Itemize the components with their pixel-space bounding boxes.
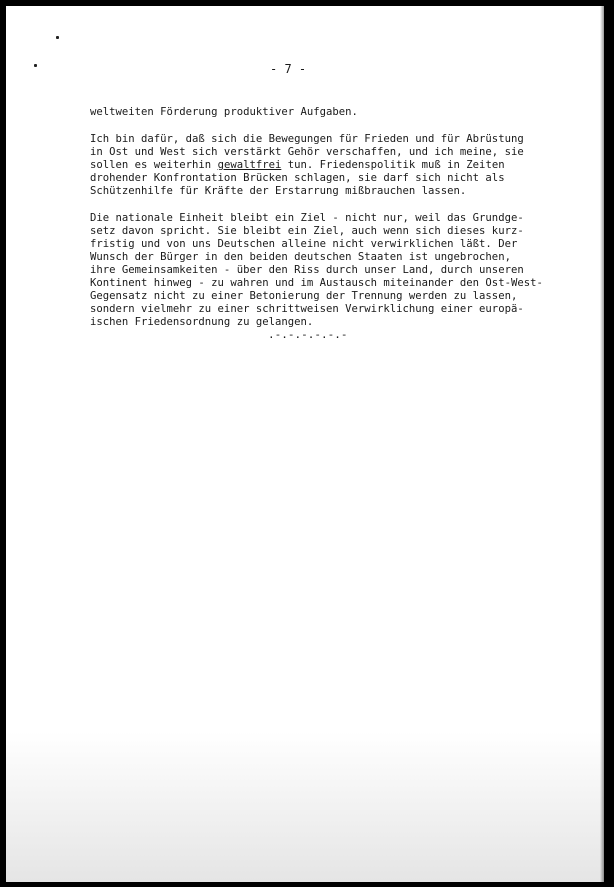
page-number: - 7 - — [270, 62, 307, 76]
text-line: Ich bin dafür, daß sich die Bewegungen für Frieden und für Abrüstung — [90, 133, 524, 145]
body-text — [90, 106, 590, 343]
scan-grain — [6, 732, 604, 882]
text-line: fristig und von uns Deutschen alleine nicht verwirklichen läßt. Der — [90, 238, 518, 250]
text-line — [90, 159, 590, 172]
text-line: Schützenhilfe für Kräfte der Erstarrung mißbrauchen lassen. — [90, 185, 467, 197]
underlined-word: gewaltfrei — [217, 159, 282, 171]
end-mark: .-.-.-.-.-.- — [268, 328, 348, 341]
scan-speck — [56, 36, 59, 39]
text-line: sondern vielmehr zu einer schrittweisen Verwirklichung einer europä- — [90, 303, 524, 315]
text-line: Gegensatz nicht zu einer Betonierung der Trennung werden zu lassen, — [90, 290, 518, 302]
text-fragment: sollen es weiterhin — [90, 159, 218, 171]
scan-speck — [34, 64, 37, 67]
text-line: Kontinent hinweg - zu wahren und im Austausch miteinander den Ost-West- — [90, 277, 543, 289]
text-fragment: tun. Friedenspolitik muß in Zeiten — [281, 159, 505, 171]
text-line: drohender Konfrontation Brücken schlagen, sie darf sich nicht als — [90, 172, 505, 184]
text-line: ihre Gemeinsamkeiten - über den Riss durch unser Land, durch unseren — [90, 264, 524, 276]
document-page — [6, 6, 604, 882]
paragraph-2 — [90, 133, 590, 198]
text-line: ischen Friedensordnung zu gelangen. — [90, 316, 314, 328]
text-line: setz davon spricht. Sie bleibt ein Ziel, auch wenn sich dieses kurz- — [90, 225, 524, 237]
scan-edge-shadow — [600, 6, 604, 882]
text-line: in Ost und West sich verstärkt Gehör verschaffen, und ich meine, sie — [90, 146, 524, 158]
text-line: weltweiten Förderung produktiver Aufgaben. — [90, 106, 358, 118]
text-line: Die nationale Einheit bleibt ein Ziel - nicht nur, weil das Grundge- — [90, 212, 524, 224]
text-line: Wunsch der Bürger in den beiden deutschen Staaten ist ungebrochen, — [90, 251, 511, 263]
paragraph-3 — [90, 212, 590, 329]
paragraph-1 — [90, 106, 590, 119]
